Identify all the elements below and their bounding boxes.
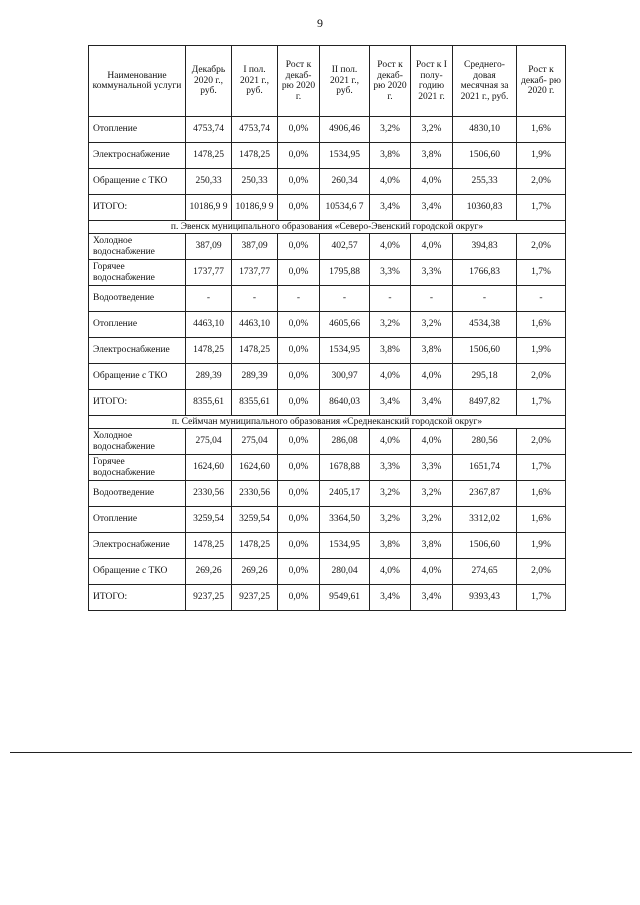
table-row — [89, 559, 566, 585]
value-cell: 260,34 — [320, 169, 370, 195]
value-cell: 0,0% — [278, 169, 320, 195]
service-name-cell: Электроснабжение — [89, 533, 186, 559]
value-cell: 255,33 — [453, 169, 517, 195]
value-cell: 0,0% — [278, 234, 320, 260]
value-cell: 3,2% — [370, 312, 411, 338]
value-cell: 3,8% — [411, 143, 453, 169]
value-cell: 3,2% — [411, 117, 453, 143]
column-header: Рост к декаб- рю 2020 г. — [370, 46, 411, 117]
value-cell: 3,3% — [411, 260, 453, 286]
section-header-row — [89, 416, 566, 429]
value-cell: 4534,38 — [453, 312, 517, 338]
value-cell: 4906,46 — [320, 117, 370, 143]
value-cell: 4605,66 — [320, 312, 370, 338]
value-cell: 387,09 — [186, 234, 232, 260]
value-cell: 250,33 — [232, 169, 278, 195]
value-cell: 1651,74 — [453, 455, 517, 481]
service-name-cell: Обращение с ТКО — [89, 169, 186, 195]
table-header — [89, 46, 566, 117]
value-cell: 1,6% — [517, 481, 566, 507]
value-cell: 0,0% — [278, 143, 320, 169]
table-row — [89, 312, 566, 338]
value-cell: 4753,74 — [186, 117, 232, 143]
service-name-cell: Горячее водоснабжение — [89, 455, 186, 481]
value-cell: 274,65 — [453, 559, 517, 585]
value-cell: 3,8% — [411, 533, 453, 559]
value-cell: 4753,74 — [232, 117, 278, 143]
value-cell: 1795,88 — [320, 260, 370, 286]
value-cell: 0,0% — [278, 429, 320, 455]
value-cell: 4,0% — [411, 234, 453, 260]
table-row — [89, 364, 566, 390]
value-cell: 1478,25 — [186, 533, 232, 559]
value-cell: 2330,56 — [186, 481, 232, 507]
tariff-table — [88, 45, 566, 611]
service-name-cell: Электроснабжение — [89, 338, 186, 364]
service-name-cell: ИТОГО: — [89, 390, 186, 416]
value-cell: 1,7% — [517, 195, 566, 221]
value-cell: 1478,25 — [232, 338, 278, 364]
column-header: Среднего- довая месячная за 2021 г., руб. — [453, 46, 517, 117]
value-cell: 8640,03 — [320, 390, 370, 416]
value-cell: 1,7% — [517, 260, 566, 286]
column-header: Декабрь 2020 г., руб. — [186, 46, 232, 117]
value-cell: 1,6% — [517, 117, 566, 143]
table-row — [89, 507, 566, 533]
value-cell: - — [517, 286, 566, 312]
value-cell: 8355,61 — [186, 390, 232, 416]
value-cell: 300,97 — [320, 364, 370, 390]
value-cell: 3,2% — [370, 481, 411, 507]
value-cell: 2,0% — [517, 234, 566, 260]
value-cell: 4,0% — [370, 169, 411, 195]
service-name-cell: Водоотведение — [89, 286, 186, 312]
value-cell: 0,0% — [278, 481, 320, 507]
value-cell: 3,4% — [370, 195, 411, 221]
value-cell: 3,2% — [411, 312, 453, 338]
value-cell: 3,4% — [370, 585, 411, 611]
value-cell: 4830,10 — [453, 117, 517, 143]
value-cell: 10186,9 9 — [232, 195, 278, 221]
value-cell: - — [370, 286, 411, 312]
value-cell: 4,0% — [411, 169, 453, 195]
table-row — [89, 234, 566, 260]
value-cell: 1678,88 — [320, 455, 370, 481]
column-header: Рост к декаб- рю 2020 г. — [517, 46, 566, 117]
value-cell: 387,09 — [232, 234, 278, 260]
footer-rule — [10, 752, 632, 753]
value-cell: 4,0% — [370, 364, 411, 390]
value-cell: 3,4% — [411, 585, 453, 611]
value-cell: 1,6% — [517, 507, 566, 533]
value-cell: 0,0% — [278, 260, 320, 286]
service-name-cell: Горячее водоснабжение — [89, 260, 186, 286]
column-header: I пол. 2021 г., руб. — [232, 46, 278, 117]
value-cell: 0,0% — [278, 338, 320, 364]
value-cell: 0,0% — [278, 507, 320, 533]
value-cell: 8497,82 — [453, 390, 517, 416]
value-cell: 0,0% — [278, 533, 320, 559]
value-cell: 0,0% — [278, 312, 320, 338]
service-name-cell: Обращение с ТКО — [89, 364, 186, 390]
value-cell: 275,04 — [186, 429, 232, 455]
value-cell: 1478,25 — [186, 143, 232, 169]
table-row — [89, 455, 566, 481]
value-cell: 1,6% — [517, 312, 566, 338]
value-cell: 286,08 — [320, 429, 370, 455]
value-cell: 0,0% — [278, 390, 320, 416]
value-cell: 3,4% — [411, 390, 453, 416]
value-cell: 1,9% — [517, 338, 566, 364]
value-cell: 10186,9 9 — [186, 195, 232, 221]
value-cell: 4463,10 — [186, 312, 232, 338]
value-cell: 9549,61 — [320, 585, 370, 611]
value-cell: 1478,25 — [232, 533, 278, 559]
service-name-cell: Отопление — [89, 312, 186, 338]
value-cell: - — [453, 286, 517, 312]
value-cell: 269,26 — [186, 559, 232, 585]
service-name-cell: ИТОГО: — [89, 585, 186, 611]
service-name-cell: Холодное водоснабжение — [89, 429, 186, 455]
value-cell: 1478,25 — [232, 143, 278, 169]
value-cell: 1506,60 — [453, 338, 517, 364]
value-cell: 4,0% — [370, 429, 411, 455]
value-cell: 0,0% — [278, 455, 320, 481]
value-cell: 1506,60 — [453, 533, 517, 559]
table-row — [89, 533, 566, 559]
value-cell: - — [320, 286, 370, 312]
value-cell: 3,3% — [370, 455, 411, 481]
column-header: Рост к I полу- годию 2021 г. — [411, 46, 453, 117]
value-cell: 1,7% — [517, 585, 566, 611]
value-cell: 2330,56 — [232, 481, 278, 507]
value-cell: 9237,25 — [232, 585, 278, 611]
service-name-cell: Водоотведение — [89, 481, 186, 507]
table-row — [89, 169, 566, 195]
value-cell: 1624,60 — [232, 455, 278, 481]
service-name-cell: Холодное водоснабжение — [89, 234, 186, 260]
value-cell: 269,26 — [232, 559, 278, 585]
value-cell: 4,0% — [411, 559, 453, 585]
service-name-cell: Отопление — [89, 117, 186, 143]
service-name-cell: Обращение с ТКО — [89, 559, 186, 585]
value-cell: 0,0% — [278, 195, 320, 221]
value-cell: 1,9% — [517, 533, 566, 559]
value-cell: - — [232, 286, 278, 312]
table-row — [89, 117, 566, 143]
value-cell: 295,18 — [453, 364, 517, 390]
value-cell: 394,83 — [453, 234, 517, 260]
value-cell: 3,2% — [411, 481, 453, 507]
value-cell: 0,0% — [278, 117, 320, 143]
section-title: п. Сеймчан муниципального образования «Среднеканский городской округ» — [89, 416, 566, 429]
value-cell: 3,8% — [370, 533, 411, 559]
value-cell: - — [411, 286, 453, 312]
value-cell: 1506,60 — [453, 143, 517, 169]
value-cell: 3,8% — [370, 338, 411, 364]
table-row — [89, 429, 566, 455]
page-number: 9 — [317, 16, 323, 30]
value-cell: 1534,95 — [320, 533, 370, 559]
value-cell: 3,8% — [411, 338, 453, 364]
column-header: II пол. 2021 г., руб. — [320, 46, 370, 117]
value-cell: 3312,02 — [453, 507, 517, 533]
value-cell: 3,2% — [370, 117, 411, 143]
value-cell: 9237,25 — [186, 585, 232, 611]
value-cell: 3364,50 — [320, 507, 370, 533]
value-cell: 1478,25 — [186, 338, 232, 364]
value-cell: 250,33 — [186, 169, 232, 195]
value-cell: 2,0% — [517, 364, 566, 390]
column-header: Наименование коммунальной услуги — [89, 46, 186, 117]
value-cell: 2405,17 — [320, 481, 370, 507]
value-cell: 3,8% — [370, 143, 411, 169]
value-cell: 289,39 — [232, 364, 278, 390]
value-cell: 1737,77 — [232, 260, 278, 286]
value-cell: 280,56 — [453, 429, 517, 455]
value-cell: 3,2% — [370, 507, 411, 533]
value-cell: 0,0% — [278, 585, 320, 611]
value-cell: 2367,87 — [453, 481, 517, 507]
value-cell: 1737,77 — [186, 260, 232, 286]
value-cell: 4,0% — [411, 364, 453, 390]
value-cell: 1,7% — [517, 455, 566, 481]
column-header: Рост к декаб- рю 2020 г. — [278, 46, 320, 117]
value-cell: 0,0% — [278, 559, 320, 585]
table-body — [89, 117, 566, 611]
value-cell: 1,7% — [517, 390, 566, 416]
service-name-cell: ИТОГО: — [89, 195, 186, 221]
service-name-cell: Отопление — [89, 507, 186, 533]
header-row — [89, 46, 566, 117]
table-row — [89, 195, 566, 221]
value-cell: 280,04 — [320, 559, 370, 585]
table-row — [89, 390, 566, 416]
value-cell: 3259,54 — [232, 507, 278, 533]
table-row — [89, 286, 566, 312]
table-row — [89, 338, 566, 364]
value-cell: 1766,83 — [453, 260, 517, 286]
value-cell: 275,04 — [232, 429, 278, 455]
table-row — [89, 481, 566, 507]
value-cell: 2,0% — [517, 559, 566, 585]
value-cell: 3,4% — [370, 390, 411, 416]
value-cell: 1624,60 — [186, 455, 232, 481]
value-cell: 3,3% — [411, 455, 453, 481]
table-row — [89, 143, 566, 169]
value-cell: 3259,54 — [186, 507, 232, 533]
value-cell: 402,57 — [320, 234, 370, 260]
value-cell: 289,39 — [186, 364, 232, 390]
value-cell: 4,0% — [370, 559, 411, 585]
value-cell: 10360,83 — [453, 195, 517, 221]
value-cell: 1,9% — [517, 143, 566, 169]
service-name-cell: Электроснабжение — [89, 143, 186, 169]
value-cell: 1534,95 — [320, 338, 370, 364]
value-cell: 3,4% — [411, 195, 453, 221]
value-cell: 4463,10 — [232, 312, 278, 338]
value-cell: 0,0% — [278, 364, 320, 390]
table-row — [89, 585, 566, 611]
value-cell: 4,0% — [370, 234, 411, 260]
value-cell: 4,0% — [411, 429, 453, 455]
value-cell: 2,0% — [517, 429, 566, 455]
table-row — [89, 260, 566, 286]
value-cell: - — [186, 286, 232, 312]
value-cell: 9393,43 — [453, 585, 517, 611]
value-cell: 8355,61 — [232, 390, 278, 416]
value-cell: - — [278, 286, 320, 312]
section-title: п. Эвенск муниципального образования «Северо-Эвенский городской округ» — [89, 221, 566, 234]
section-header-row — [89, 221, 566, 234]
value-cell: 10534,6 7 — [320, 195, 370, 221]
value-cell: 2,0% — [517, 169, 566, 195]
value-cell: 3,3% — [370, 260, 411, 286]
value-cell: 1534,95 — [320, 143, 370, 169]
value-cell: 3,2% — [411, 507, 453, 533]
